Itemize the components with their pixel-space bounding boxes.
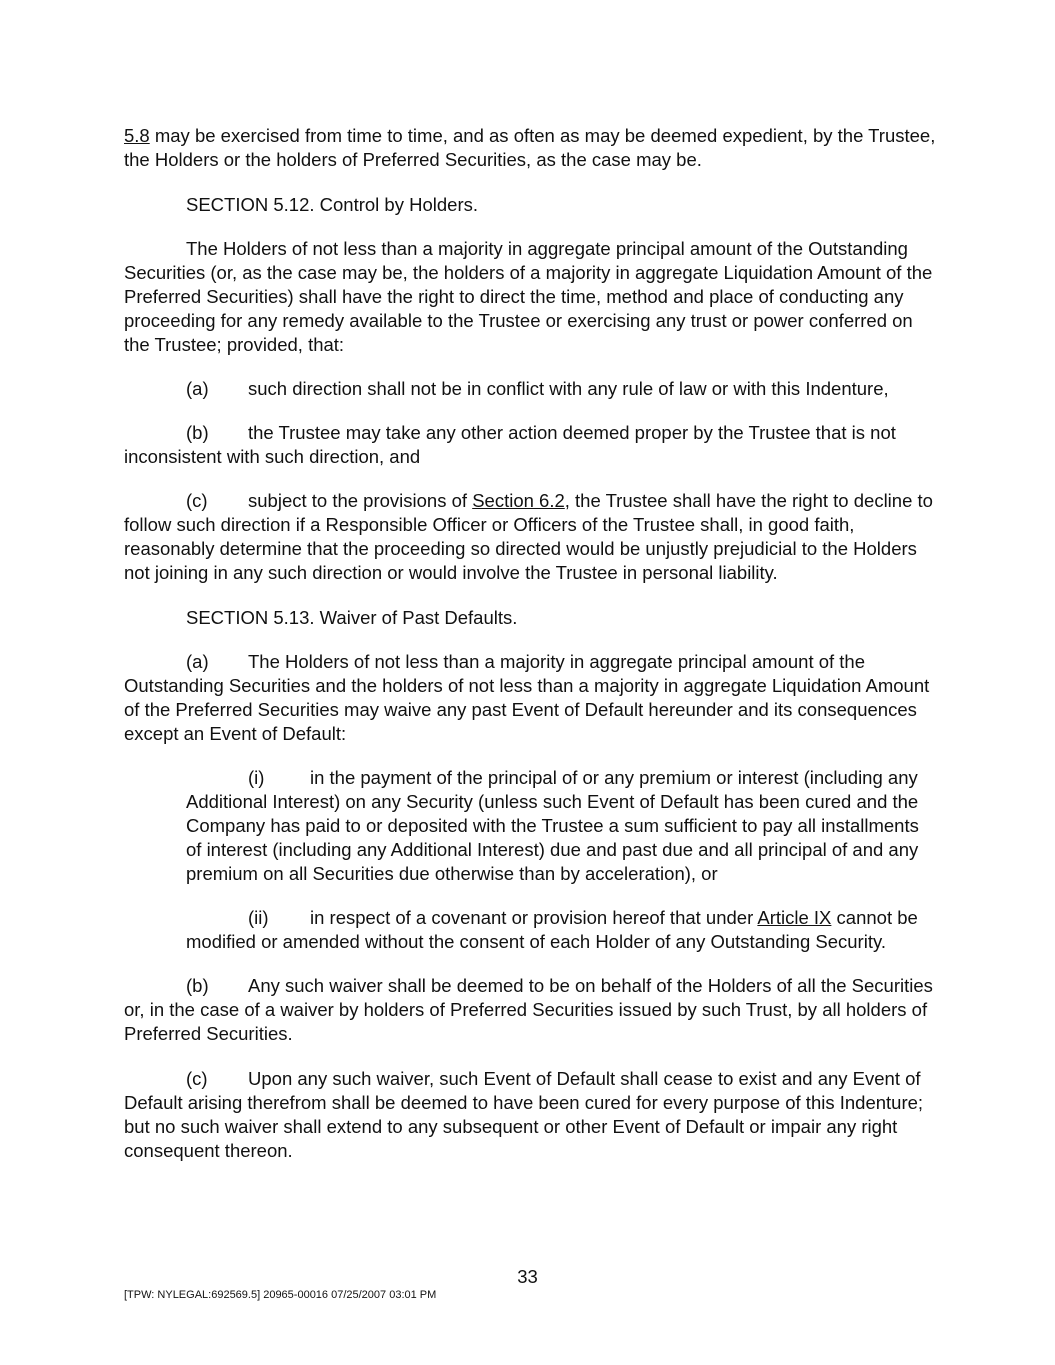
clause-text: , the Trustee shall have the right to decline to follow such direction if a Responsible Officer or Officers of the Trustee shall, in good faith, reasonably determine that the proceeding so directed would be unjustly prejudicial to the Holders not joining in any such direction or would involve the Trustee in personal liability. [124, 490, 933, 583]
clause-text: in respect of a covenant or provision hereof that under [310, 907, 758, 928]
paragraph-control-by-holders: The Holders of not less than a majority in aggregate principal amount of the Outstanding Securities (or, as the case may be, the holders of a majority in aggregate Liquidation Amount of the Preferred Securities) shall have the right to direct the time, method and place of conducting any proceeding for any remedy available to the Trustee or exercising any trust or power conferred on the Trustee; provided, that: [124, 238, 933, 355]
clause-a-conflict [124, 377, 936, 401]
clause-c-cease [124, 1067, 936, 1163]
clause-text: The Holders of not less than a majority in aggregate principal amount of the Outstanding Securities and the holders of not less than a majority in aggregate Liquidation Amount of the Preferred Securities may waive any past Event of Default hereunder and its consequences except an Event of Default: [124, 651, 930, 744]
paragraph-continuation [124, 124, 936, 172]
clause-text: Any such waiver shall be deemed to be on behalf of the Holders of all the Securities or, in the case of a waiver by holders of Preferred Securities issued by such Trust, by all holders of Preferred Securities. [124, 975, 933, 1044]
clause-text: cannot be modified or amended without the consent of each Holder of any Outstanding Security. [186, 907, 918, 952]
section-ref-link[interactable]: Section 6.2 [472, 490, 565, 511]
clause-b-other-action [124, 421, 936, 469]
clause-label: (ii) [248, 907, 269, 928]
clause-label: (c) [186, 1068, 208, 1089]
section-ref-link[interactable]: 5.8 [124, 125, 150, 146]
clause-text: subject to the provisions of [248, 490, 473, 511]
clause-b-waiver-behalf [124, 974, 936, 1046]
clause-text: Upon any such waiver, such Event of Default shall cease to exist and any Event of Default arising therefrom shall be deemed to have been cured for every purpose of this Indenture; but no such waiver shall extend to any subsequent or other Event of Default or impair any right consequent thereon. [124, 1068, 924, 1161]
section-heading-5-12: SECTION 5.12. Control by Holders. [186, 194, 478, 215]
clause-label: (a) [186, 651, 209, 672]
clause-text: such direction shall not be in conflict with any rule of law or with this Indenture, [248, 378, 889, 399]
clause-text: the Trustee may take any other action deemed proper by the Trustee that is not inconsistent with such direction, and [124, 422, 896, 467]
clause-label: (a) [186, 378, 209, 399]
clause-label: (i) [248, 767, 265, 788]
subclause-ii-covenant [186, 906, 936, 954]
clause-text: in the payment of the principal of or any premium or interest (including any Additional Interest) on any Security (unless such Event of Default has been cured and the Company has paid to or deposited with the Trustee a sum sufficient to pay all installments of interest (including any Additional Interest) due and past due and all principal of and any premium on all Securities due otherwise than by acceleration), or [186, 767, 919, 884]
clause-label: (b) [186, 422, 209, 443]
clause-a-waiver [124, 650, 936, 746]
clause-label: (c) [186, 490, 208, 511]
section-heading-5-13: SECTION 5.13. Waiver of Past Defaults. [186, 607, 518, 628]
subclause-i-payment [186, 766, 936, 886]
clause-label: (b) [186, 975, 209, 996]
article-ref-link[interactable]: Article IX [757, 907, 832, 928]
page-number: 33 [517, 1266, 538, 1287]
paragraph-text: may be exercised from time to time, and as often as may be deemed expedient, by the Trustee, the Holders or the holders of Preferred Securities, as the case may be. [124, 125, 936, 170]
document-footer: [TPW: NYLEGAL:692569.5] 20965-00016 07/25/2007 03:01 PM [124, 1289, 437, 1301]
clause-c-decline [124, 489, 936, 585]
